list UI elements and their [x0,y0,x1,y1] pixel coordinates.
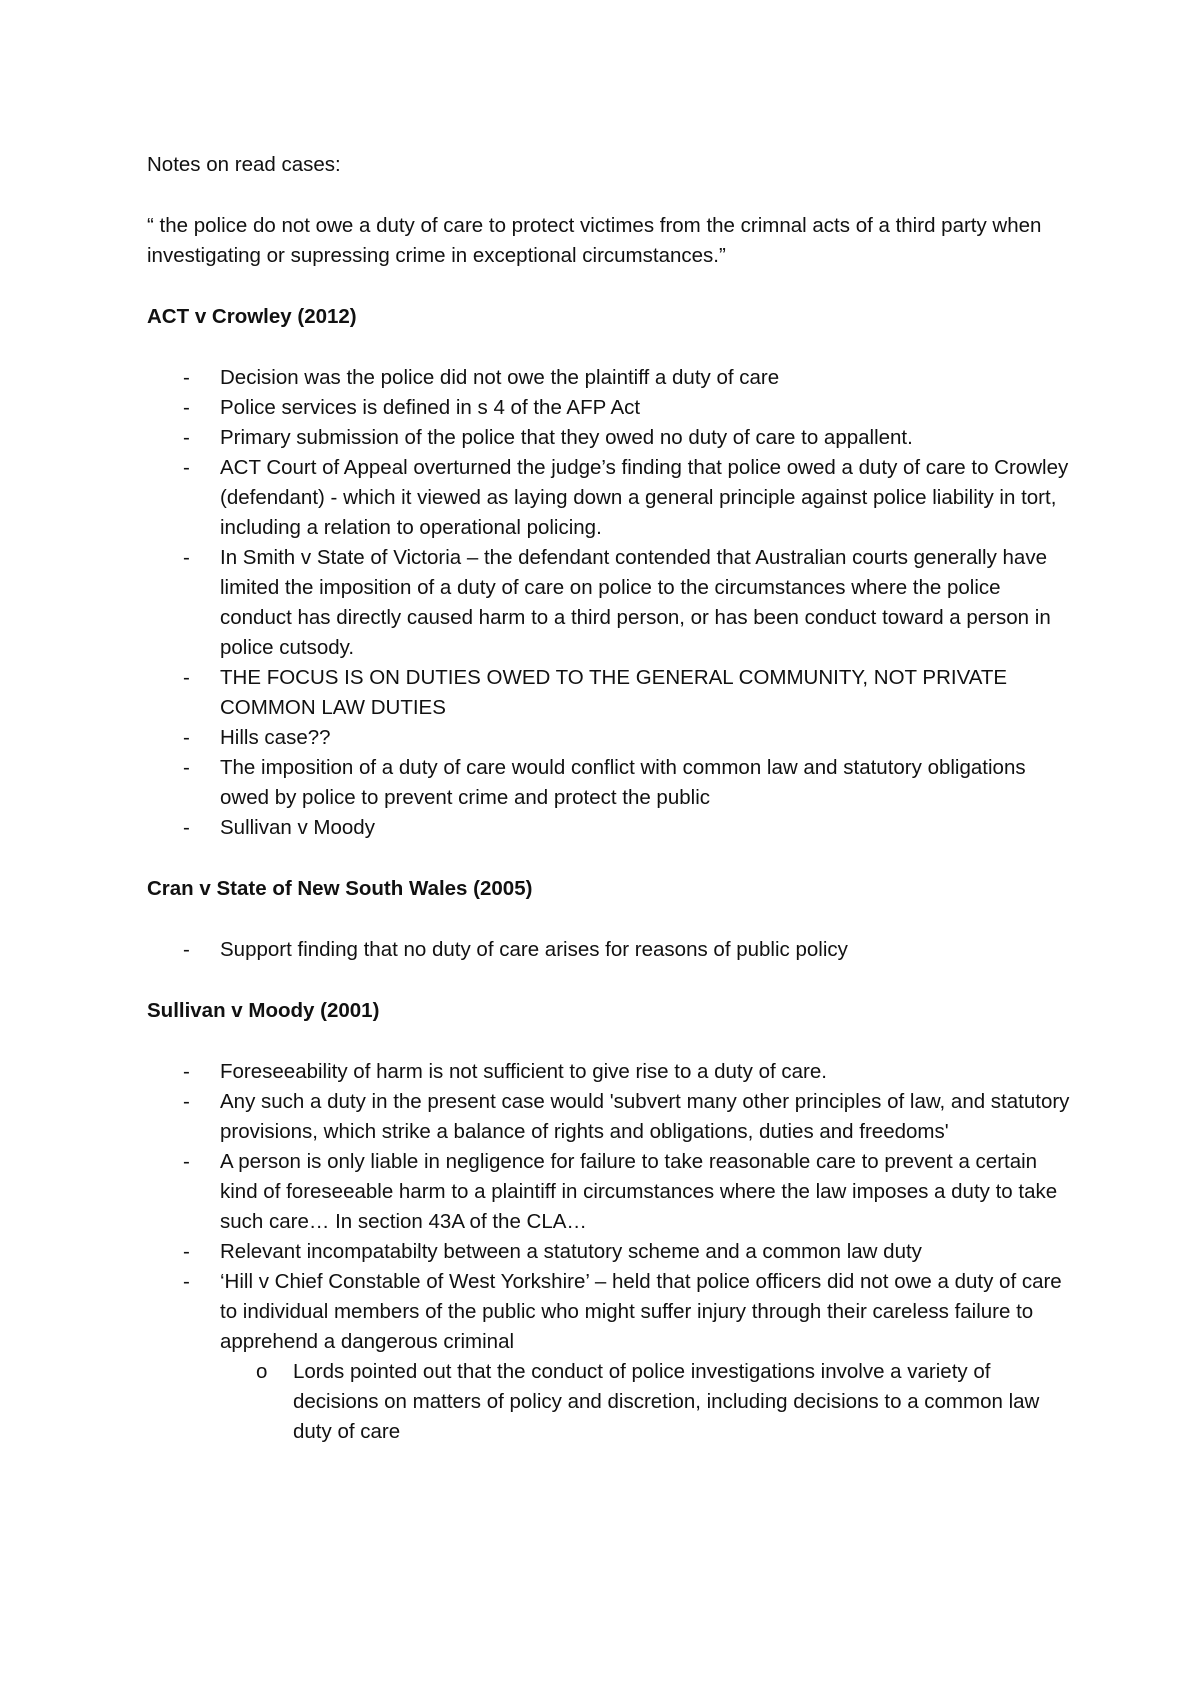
list-item-text: ‘Hill v Chief Constable of West Yorkshire’ – held that police officers did not owe a duty of care to individual members of the public who might suffer injury through their careless failure to apprehend a dangerous criminal [220,1270,1062,1353]
dash-bullet: - [183,726,190,749]
dash-bullet: - [183,938,190,961]
act-v-crowley-notes-list [147,363,1077,843]
dash-bullet: - [183,756,190,779]
nested-notes-list [220,1357,1077,1447]
list-item [147,935,1077,965]
dash-bullet: - [183,1270,190,1293]
nested-list-item-text: Lords pointed out that the conduct of police investigations involve a variety of decisions on matters of policy and discretion, including decisions to a common law duty of care [293,1360,1040,1443]
list-item [147,363,1077,393]
list-item-text: THE FOCUS IS ON DUTIES OWED TO THE GENERAL COMMUNITY, NOT PRIVATE COMMON LAW DUTIES [220,666,1008,719]
dash-bullet: - [183,426,190,449]
list-item [147,1147,1077,1237]
dash-bullet: - [183,366,190,389]
document-body [147,150,1077,1478]
list-item [147,393,1077,423]
dash-bullet: - [183,816,190,839]
dash-bullet: - [183,1150,190,1173]
list-item-text: Any such a duty in the present case would 'subvert many other principles of law, and statutory provisions, which strike a balance of rights and obligations, duties and freedoms' [220,1090,1070,1143]
list-item [147,543,1077,663]
section-heading-act-v-crowley: ACT v Crowley (2012) [147,305,357,328]
dash-bullet: - [183,1090,190,1113]
list-item-text: ACT Court of Appeal overturned the judge’s finding that police owed a duty of care to Crowley (defendant) - which it viewed as laying down a general principle against police liability in tort, including a relation to operational policing. [220,456,1069,539]
section-heading-cran-v-nsw: Cran v State of New South Wales (2005) [147,877,533,900]
list-item [147,423,1077,453]
list-item-text: Primary submission of the police that they owed no duty of care to appallent. [220,426,913,449]
dash-bullet: - [183,546,190,569]
list-item-text: Foreseeability of harm is not sufficient to give rise to a duty of care. [220,1060,827,1083]
dash-bullet: - [183,456,190,479]
list-item [147,1267,1077,1447]
list-item-text: The imposition of a duty of care would conflict with common law and statutory obligations owed by police to prevent crime and protect the public [220,756,1026,809]
list-item-text: Hills case?? [220,726,331,749]
dash-bullet: - [183,1240,190,1263]
list-item [147,1237,1077,1267]
list-item-text: Police services is defined in s 4 of the AFP Act [220,396,641,419]
nested-list-item [220,1357,1077,1447]
list-item-text: Relevant incompatabilty between a statutory scheme and a common law duty [220,1240,922,1263]
dash-bullet: - [183,666,190,689]
list-item [147,1057,1077,1087]
list-item [147,1087,1077,1147]
intro-quote: “ the police do not owe a duty of care to protect victimes from the crimnal acts of a third party when investigating or supressing crime in exceptional circumstances.” [147,214,1042,267]
list-item-text: Decision was the police did not owe the plaintiff a duty of care [220,366,780,389]
circle-bullet: o [256,1360,268,1383]
dash-bullet: - [183,396,190,419]
document-title: Notes on read cases: [147,153,341,176]
list-item-text: Sullivan v Moody [220,816,375,839]
cran-v-nsw-notes-list [147,935,1077,965]
list-item [147,453,1077,543]
list-item-text: Support finding that no duty of care arises for reasons of public policy [220,938,848,961]
sullivan-v-moody-notes-list [147,1057,1077,1447]
list-item [147,663,1077,723]
list-item-text: In Smith v State of Victoria – the defendant contended that Australian courts generally have limited the imposition of a duty of care on police to the circumstances where the police conduct has directly caused harm to a third person, or has been conduct toward a person in police cutsody. [220,546,1051,659]
dash-bullet: - [183,1060,190,1083]
section-heading-sullivan-v-moody: Sullivan v Moody (2001) [147,999,380,1022]
list-item [147,723,1077,753]
list-item-text: A person is only liable in negligence for failure to take reasonable care to prevent a certain kind of foreseeable harm to a plaintiff in circumstances where the law imposes a duty to take such care… In section 43A of the CLA… [220,1150,1058,1233]
list-item [147,813,1077,843]
list-item [147,753,1077,813]
